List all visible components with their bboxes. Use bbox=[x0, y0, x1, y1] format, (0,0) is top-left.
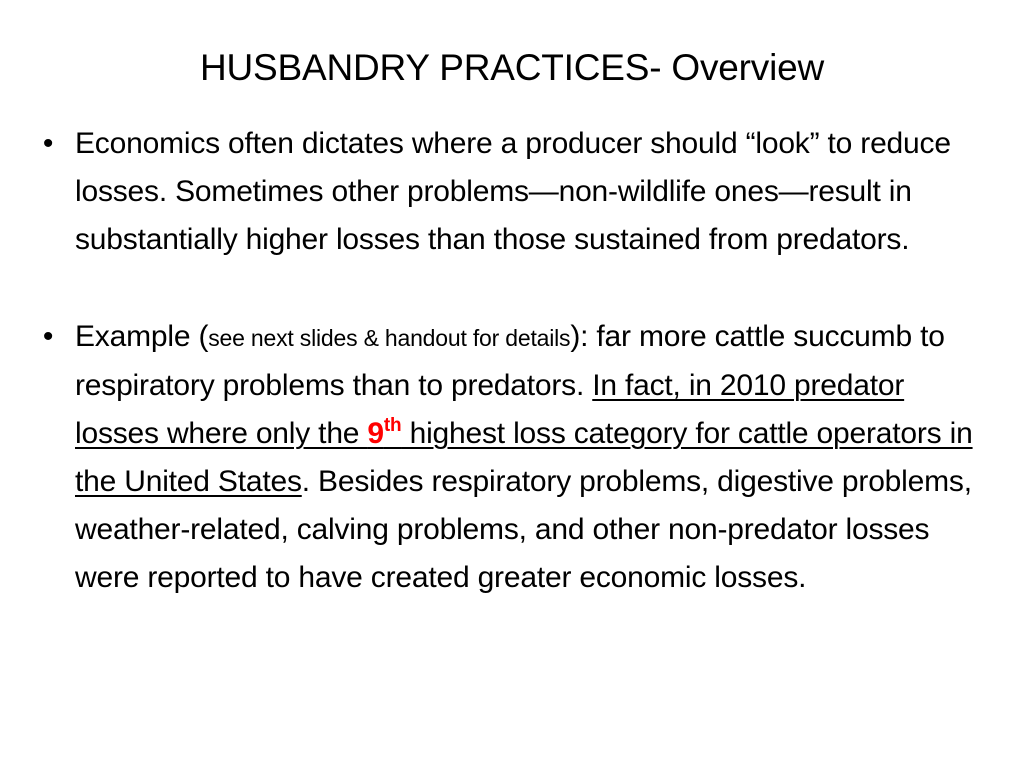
bullet-dot-icon: • bbox=[42, 320, 54, 353]
example-lead: Example ( bbox=[75, 320, 209, 353]
bullet-item-economics bbox=[34, 120, 994, 264]
bullet-item-example bbox=[34, 313, 994, 602]
example-note: see next slides & handout for details bbox=[208, 325, 571, 351]
rank-highlight bbox=[367, 417, 401, 450]
underlined-fact-part2: highest loss category for cattle operators in the United States bbox=[75, 417, 973, 498]
slide-title: HUSBANDRY PRACTICES- Overview bbox=[199, 47, 824, 88]
bullet-list bbox=[34, 120, 994, 602]
rank-number: 9 bbox=[367, 417, 384, 450]
underlined-fact-part1: In fact, in 2010 predator losses where only the bbox=[75, 369, 905, 450]
example-tail: . Besides respiratory problems, digestive problems, weather-related, calving problems, and other non-predator losses were reported to have created greater economic losses. bbox=[75, 465, 972, 594]
example-after-note: ): far more cattle succumb to respiratory problems than to predators. bbox=[75, 320, 945, 402]
rank-suffix: th bbox=[383, 415, 402, 436]
bullet-dot-icon: • bbox=[42, 127, 54, 160]
bullet-text-economics: Economics often dictates where a producer should “look” to reduce losses. Sometimes other problems—non-wildlife ones—result in substantially higher losses than those sustained from predators. bbox=[75, 127, 951, 256]
